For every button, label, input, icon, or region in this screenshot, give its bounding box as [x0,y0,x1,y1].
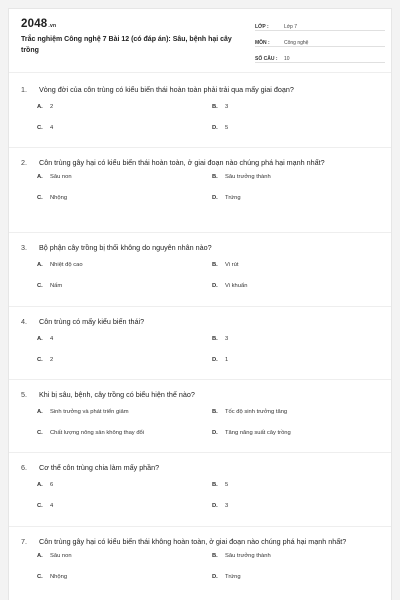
question-text [21,156,385,169]
question-body: Côn trùng có mấy kiểu biến thái? [39,317,145,326]
question-number: 5. [21,390,27,399]
option-letter: B. [212,553,218,559]
answer-option[interactable] [212,553,271,559]
question-number: 4. [21,317,27,326]
question-body: Bộ phận cây trồng bị thối không do nguyên nhân nào? [39,243,212,252]
option-letter: C. [37,430,43,436]
option-text: 6 [50,482,54,488]
option-letter: B. [212,336,218,342]
meta-info [255,17,385,65]
answer-options [21,553,385,595]
option-letter: C. [37,195,43,201]
option-text: Sâu non [50,174,72,180]
option-letter: D. [212,195,218,201]
option-letter: B. [212,262,218,268]
option-letter: A. [37,553,43,559]
answer-option[interactable] [212,174,271,180]
question-item [21,535,385,595]
answer-option[interactable] [212,430,291,436]
option-letter: D. [212,357,218,363]
question-body: Cơ thể côn trùng chia làm mấy phần? [39,463,160,472]
question-item [21,156,385,216]
meta-subject-row [255,33,385,47]
question-text [21,83,385,96]
answer-option[interactable] [37,262,83,268]
answer-option[interactable] [37,125,53,131]
option-letter: D. [212,125,218,131]
option-text: Nhộng [50,574,68,580]
question-number: 2. [21,158,27,167]
answer-option[interactable] [212,262,238,268]
question-text [21,535,385,548]
question-item [21,241,385,304]
option-text: 2 [50,104,54,110]
question-divider [9,452,392,453]
option-text: Sâu trưởng thành [225,553,271,559]
option-letter: D. [212,283,218,289]
option-text: 4 [50,125,54,131]
question-number: 7. [21,537,27,546]
answer-options [21,482,385,524]
question-divider [9,147,392,148]
meta-value: Lớp 7 [284,24,298,30]
logo-suffix: .vn [48,23,57,29]
option-letter: C. [37,357,43,363]
answer-option[interactable] [212,283,247,289]
worksheet-title: Trắc nghiệm Công nghệ 7 Bài 12 (có đáp án): Sâu, bệnh hại cây trồng [21,36,232,54]
option-letter: B. [212,104,218,110]
answer-option[interactable] [37,553,72,559]
answer-option[interactable] [37,104,53,110]
site-logo[interactable] [21,18,56,30]
meta-value: Công nghệ [284,40,309,46]
question-body: Vòng đời của côn trùng có kiểu biến thái hoàn toàn phải trải qua mấy giai đoạn? [39,85,294,94]
answer-option[interactable] [212,125,228,131]
question-divider [9,379,392,380]
option-text: Nhiệt độ cao [50,262,83,268]
answer-options [21,262,385,304]
answer-option[interactable] [212,482,228,488]
meta-class-row [255,17,385,31]
question-divider [9,526,392,527]
option-text: 5 [225,482,229,488]
answer-option[interactable] [212,104,228,110]
meta-count-row [255,49,385,63]
option-text: Trứng [225,574,241,580]
option-letter: A. [37,262,43,268]
answer-option[interactable] [37,174,72,180]
answer-option[interactable] [37,503,53,509]
answer-option[interactable] [37,574,67,580]
logo-text: 2048 [21,18,48,30]
option-letter: A. [37,174,43,180]
meta-key: LỚP : [255,24,269,30]
meta-key: MÔN : [255,40,270,46]
option-text: Sâu non [50,553,72,559]
option-letter: B. [212,482,218,488]
option-text: 4 [50,503,54,509]
option-letter: B. [212,409,218,415]
option-letter: C. [37,574,43,580]
option-letter: D. [212,430,218,436]
option-text: 4 [50,336,54,342]
question-text [21,461,385,474]
question-divider [9,232,392,233]
question-text [21,241,385,254]
option-text: Nhộng [50,195,68,201]
answer-option[interactable] [212,409,287,415]
option-text: Sinh trưởng và phát triển giảm [50,409,129,415]
option-text: Trứng [225,195,241,201]
answer-option[interactable] [212,336,228,342]
question-item [21,315,385,378]
answer-option[interactable] [212,357,228,363]
answer-option[interactable] [37,357,53,363]
option-text: Vi rút [225,262,239,268]
question-body: Khi bị sâu, bệnh, cây trồng có biểu hiện thế nào? [39,390,195,399]
option-text: 5 [225,125,229,131]
question-body: Côn trùng gây hại có kiểu biến thái không hoàn toàn, ở giai đoạn nào chúng phá hại mạnh nhất? [39,537,347,546]
option-text: 3 [225,503,229,509]
option-text: Sâu trưởng thành [225,174,271,180]
option-text: 3 [225,336,229,342]
question-text [21,315,385,328]
answer-option[interactable] [212,503,228,509]
question-divider [9,306,392,307]
meta-value: 10 [284,56,290,62]
option-letter: A. [37,336,43,342]
option-text: Nấm [50,283,63,289]
answer-option[interactable] [37,283,62,289]
option-letter: C. [37,283,43,289]
option-text: 2 [50,357,54,363]
option-text: 1 [225,357,229,363]
question-item [21,461,385,524]
option-letter: A. [37,482,43,488]
question-text [21,388,385,401]
option-text: 3 [225,104,229,110]
answer-option[interactable] [37,430,144,436]
option-text: Tăng năng suất cây trồng [225,430,291,436]
worksheet-page [8,8,392,600]
question-number: 3. [21,243,27,252]
meta-key: SỐ CÂU : [255,56,278,62]
answer-options [21,409,385,451]
option-letter: C. [37,503,43,509]
question-number: 1. [21,85,27,94]
answer-option[interactable] [37,409,129,415]
answer-option[interactable] [37,482,53,488]
answer-options [21,104,385,146]
question-number: 6. [21,463,27,472]
option-letter: C. [37,125,43,131]
option-letter: D. [212,574,218,580]
option-text: Vi khuẩn [225,283,248,289]
question-body: Côn trùng gây hại có kiểu biến thái hoàn toàn, ở giai đoạn nào chúng phá hại mạnh nhất? [39,158,325,167]
question-item [21,388,385,451]
answer-options [21,336,385,378]
answer-options [21,174,385,216]
answer-option[interactable] [37,336,53,342]
option-text: Chất lượng nông sản không thay đổi [50,430,145,436]
answer-option[interactable] [212,195,241,201]
option-letter: D. [212,503,218,509]
option-letter: A. [37,409,43,415]
option-letter: A. [37,104,43,110]
option-letter: B. [212,174,218,180]
option-text: Tốc độ sinh trưởng tăng [225,409,288,415]
question-item [21,83,385,146]
worksheet-header [9,9,391,73]
answer-option[interactable] [212,574,241,580]
answer-option[interactable] [37,195,67,201]
